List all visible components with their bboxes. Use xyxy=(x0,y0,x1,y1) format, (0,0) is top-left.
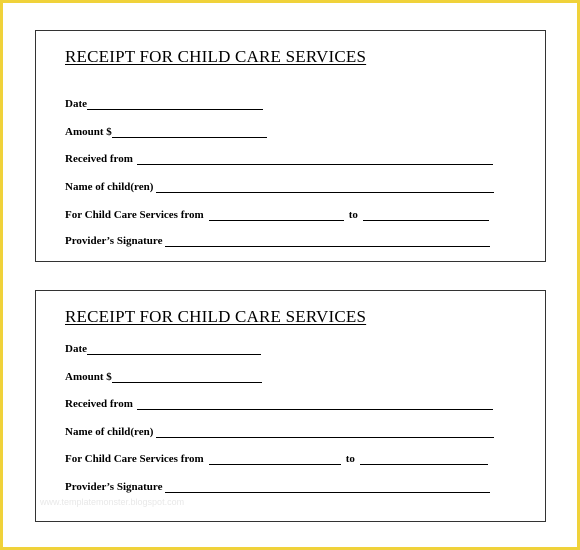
receipt-title: RECEIPT FOR CHILD CARE SERVICES xyxy=(65,47,367,66)
amount-label: Amount $ xyxy=(65,371,112,383)
signature-row xyxy=(65,477,490,493)
date-field[interactable] xyxy=(87,342,261,355)
date-row xyxy=(65,94,263,110)
watermark: www.templatemonster.blogspot.com xyxy=(40,497,185,507)
children-label: Name of child(ren) xyxy=(65,426,154,438)
received-from-label: Received from xyxy=(65,153,133,165)
services-from-label: For Child Care Services from xyxy=(65,209,204,221)
received-from-field[interactable] xyxy=(137,397,493,410)
services-to-field[interactable] xyxy=(363,208,489,221)
receipt-title: RECEIPT FOR CHILD CARE SERVICES xyxy=(65,307,367,326)
to-label: to xyxy=(348,209,358,221)
amount-row xyxy=(65,122,267,138)
services-from-label: For Child Care Services from xyxy=(65,453,204,465)
services-from-field[interactable] xyxy=(209,452,341,465)
signature-label: Provider’s Signature xyxy=(65,235,163,247)
children-label: Name of child(ren) xyxy=(65,181,154,193)
received-from-label: Received from xyxy=(65,398,133,410)
services-from-field[interactable] xyxy=(209,208,344,221)
received-from-field[interactable] xyxy=(137,152,493,165)
signature-field[interactable] xyxy=(165,234,490,247)
date-label: Date xyxy=(65,98,87,110)
date-row xyxy=(65,339,261,355)
children-field[interactable] xyxy=(156,180,494,193)
signature-row xyxy=(65,231,490,247)
received-from-row xyxy=(65,149,493,165)
to-label: to xyxy=(345,453,355,465)
received-from-row xyxy=(65,394,493,410)
date-label: Date xyxy=(65,343,87,355)
signature-field[interactable] xyxy=(165,480,490,493)
amount-label: Amount $ xyxy=(65,126,112,138)
children-row xyxy=(65,177,494,193)
receipt-form-1 xyxy=(35,30,546,262)
services-row xyxy=(65,205,489,221)
date-field[interactable] xyxy=(87,97,263,110)
receipt-form-2 xyxy=(35,290,546,522)
amount-row xyxy=(65,367,262,383)
amount-field[interactable] xyxy=(112,370,262,383)
services-to-field[interactable] xyxy=(360,452,488,465)
services-row xyxy=(65,449,488,465)
amount-field[interactable] xyxy=(112,125,267,138)
children-field[interactable] xyxy=(156,425,494,438)
signature-label: Provider’s Signature xyxy=(65,481,163,493)
children-row xyxy=(65,422,494,438)
